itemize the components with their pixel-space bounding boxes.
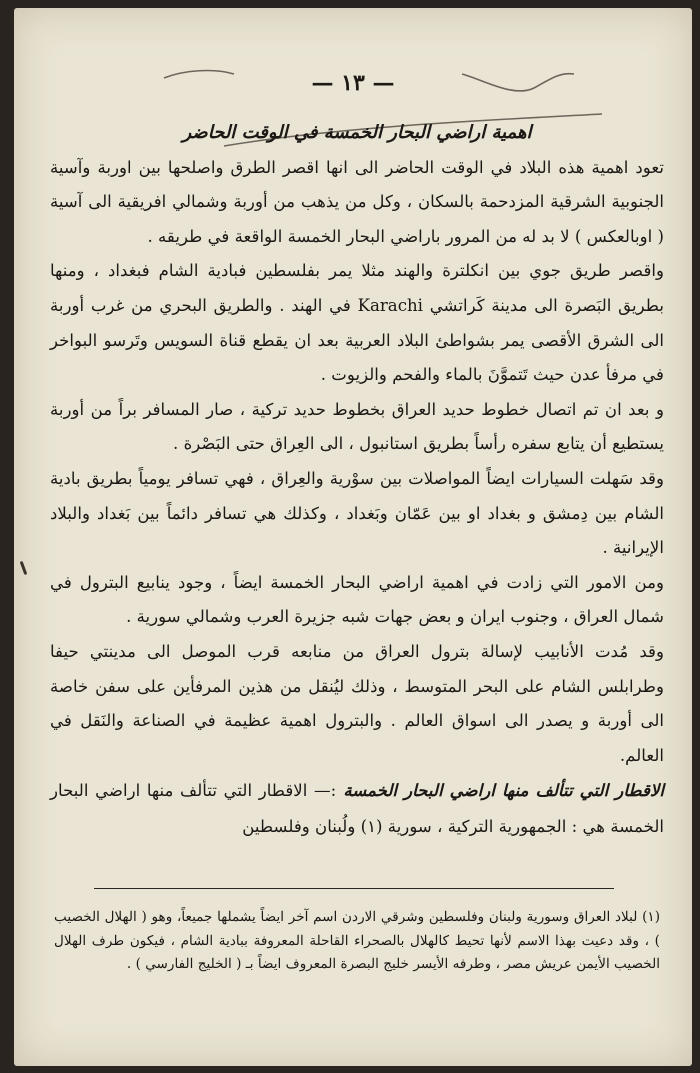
paragraph-3: و بعد ان تم اتصال خطوط حديد العراق بخطوط حديد تركية ، صار المسافر براً من أوربة يستطيع أن يتابع سفره رأساً بطريق استانبول ، الى العِراق حتى البَصْرة . bbox=[50, 399, 664, 454]
section-heading: اهمية اراضي البحار الخمسة في الوقت الحاضر bbox=[182, 122, 532, 143]
book-page bbox=[14, 8, 692, 1066]
paragraph-1: تعود اهمية هذه البلاد في الوقت الحاضر الى انها اقصر الطرق واصلحها بين اوربة وآسية الجنوبية الشرقية المزدحمة بالسكان ، وكل من يذهب من أوربة وشمالي افريقية الى آسية ( اوبالعكس ) لا بد له من المرور باراضي البحار الخمسة الواقعة في طريقه . bbox=[50, 157, 664, 246]
page-number: — ١٣ — bbox=[311, 70, 395, 96]
subheading-row bbox=[50, 773, 664, 844]
margin-mark bbox=[20, 561, 28, 575]
footnote-divider bbox=[94, 888, 614, 889]
subheading-continuation: :— الاقطار التي تتألف منها اراضي البحار الخمسة هي : الجمهورية التركية ، سورية (١) ولُبنان وفلسطين bbox=[50, 781, 664, 836]
paragraph-4: وقد سَهلت السيارات ايضاً المواصلات بين سوْرية والعِراق ، فهي تسافر يومياً بطريق بادية الشام بين دِمشق و بغداد او بين عَمّان وبَغداد ، وكذلك هي تسافر دائماً بين بَغداد والبلاد الإيرانية . bbox=[50, 468, 664, 558]
body-text bbox=[50, 116, 664, 844]
paragraph-2: واقصر طريق جوي بين انكلترة والهند مثلا يمر بفلسطين فبادية الشام فبغداد ، ومنها بطريق البَصرة الى مدينة كَراتشي Karachi في الهند . والطريق البحري من غرب أوربة الى الشرق الأقصى يمر بشواطئ البلاد العربية بعد ان يقطع قناة السويس وتَرسو البواخر في مرفأ عدن حيث تَتموَّنَ بالماء والفحم والزيوت . bbox=[50, 261, 664, 385]
subheading: الاقطار التي تتألف منها اراضي البحار الخمسة bbox=[343, 780, 664, 801]
footnote bbox=[54, 906, 660, 977]
paragraph-5: ومن الامور التي زادت في اهمية اراضي البحار الخمسة ايضاً ، وجود ينابيع البترول في شمال العراق ، وجنوب ايران و بعض جهات شبه جزيرة العرب وشمالي سورية . bbox=[50, 572, 664, 627]
footnote-text: (١) لبلاد العراق وسورية ولبنان وفلسطين وشرقي الاردن اسم آخر ايضاً يشملها جميعاً، وهو ( الهلال الخصيب ) ، وقد دعيت بهذا الاسم لأنها تحيط كالهلال بالصحراء القاحلة المعروفة ببادية الشام ، فيكون طرف الهلال الخصيب الأيمن عريش مصر ، وطرفه الأيسر خليج البصرة المعروف ايضاً بـ ( الخليج الفارسي ) . bbox=[54, 909, 660, 972]
paragraph-6: وقد مُدت الأنابيب لإسالة بترول العراق من منابعه قرب الموصل الى مدينتي حيفا وطرابلس الشام على البحر المتوسط ، وذلك ليُنقل من هذين المرفأين على سفن خاصة الى أوربة و يصدر الى اسواق العالم . والبترول اهمية عظيمة في الصناعة والنَقل في العالم. bbox=[50, 641, 664, 765]
